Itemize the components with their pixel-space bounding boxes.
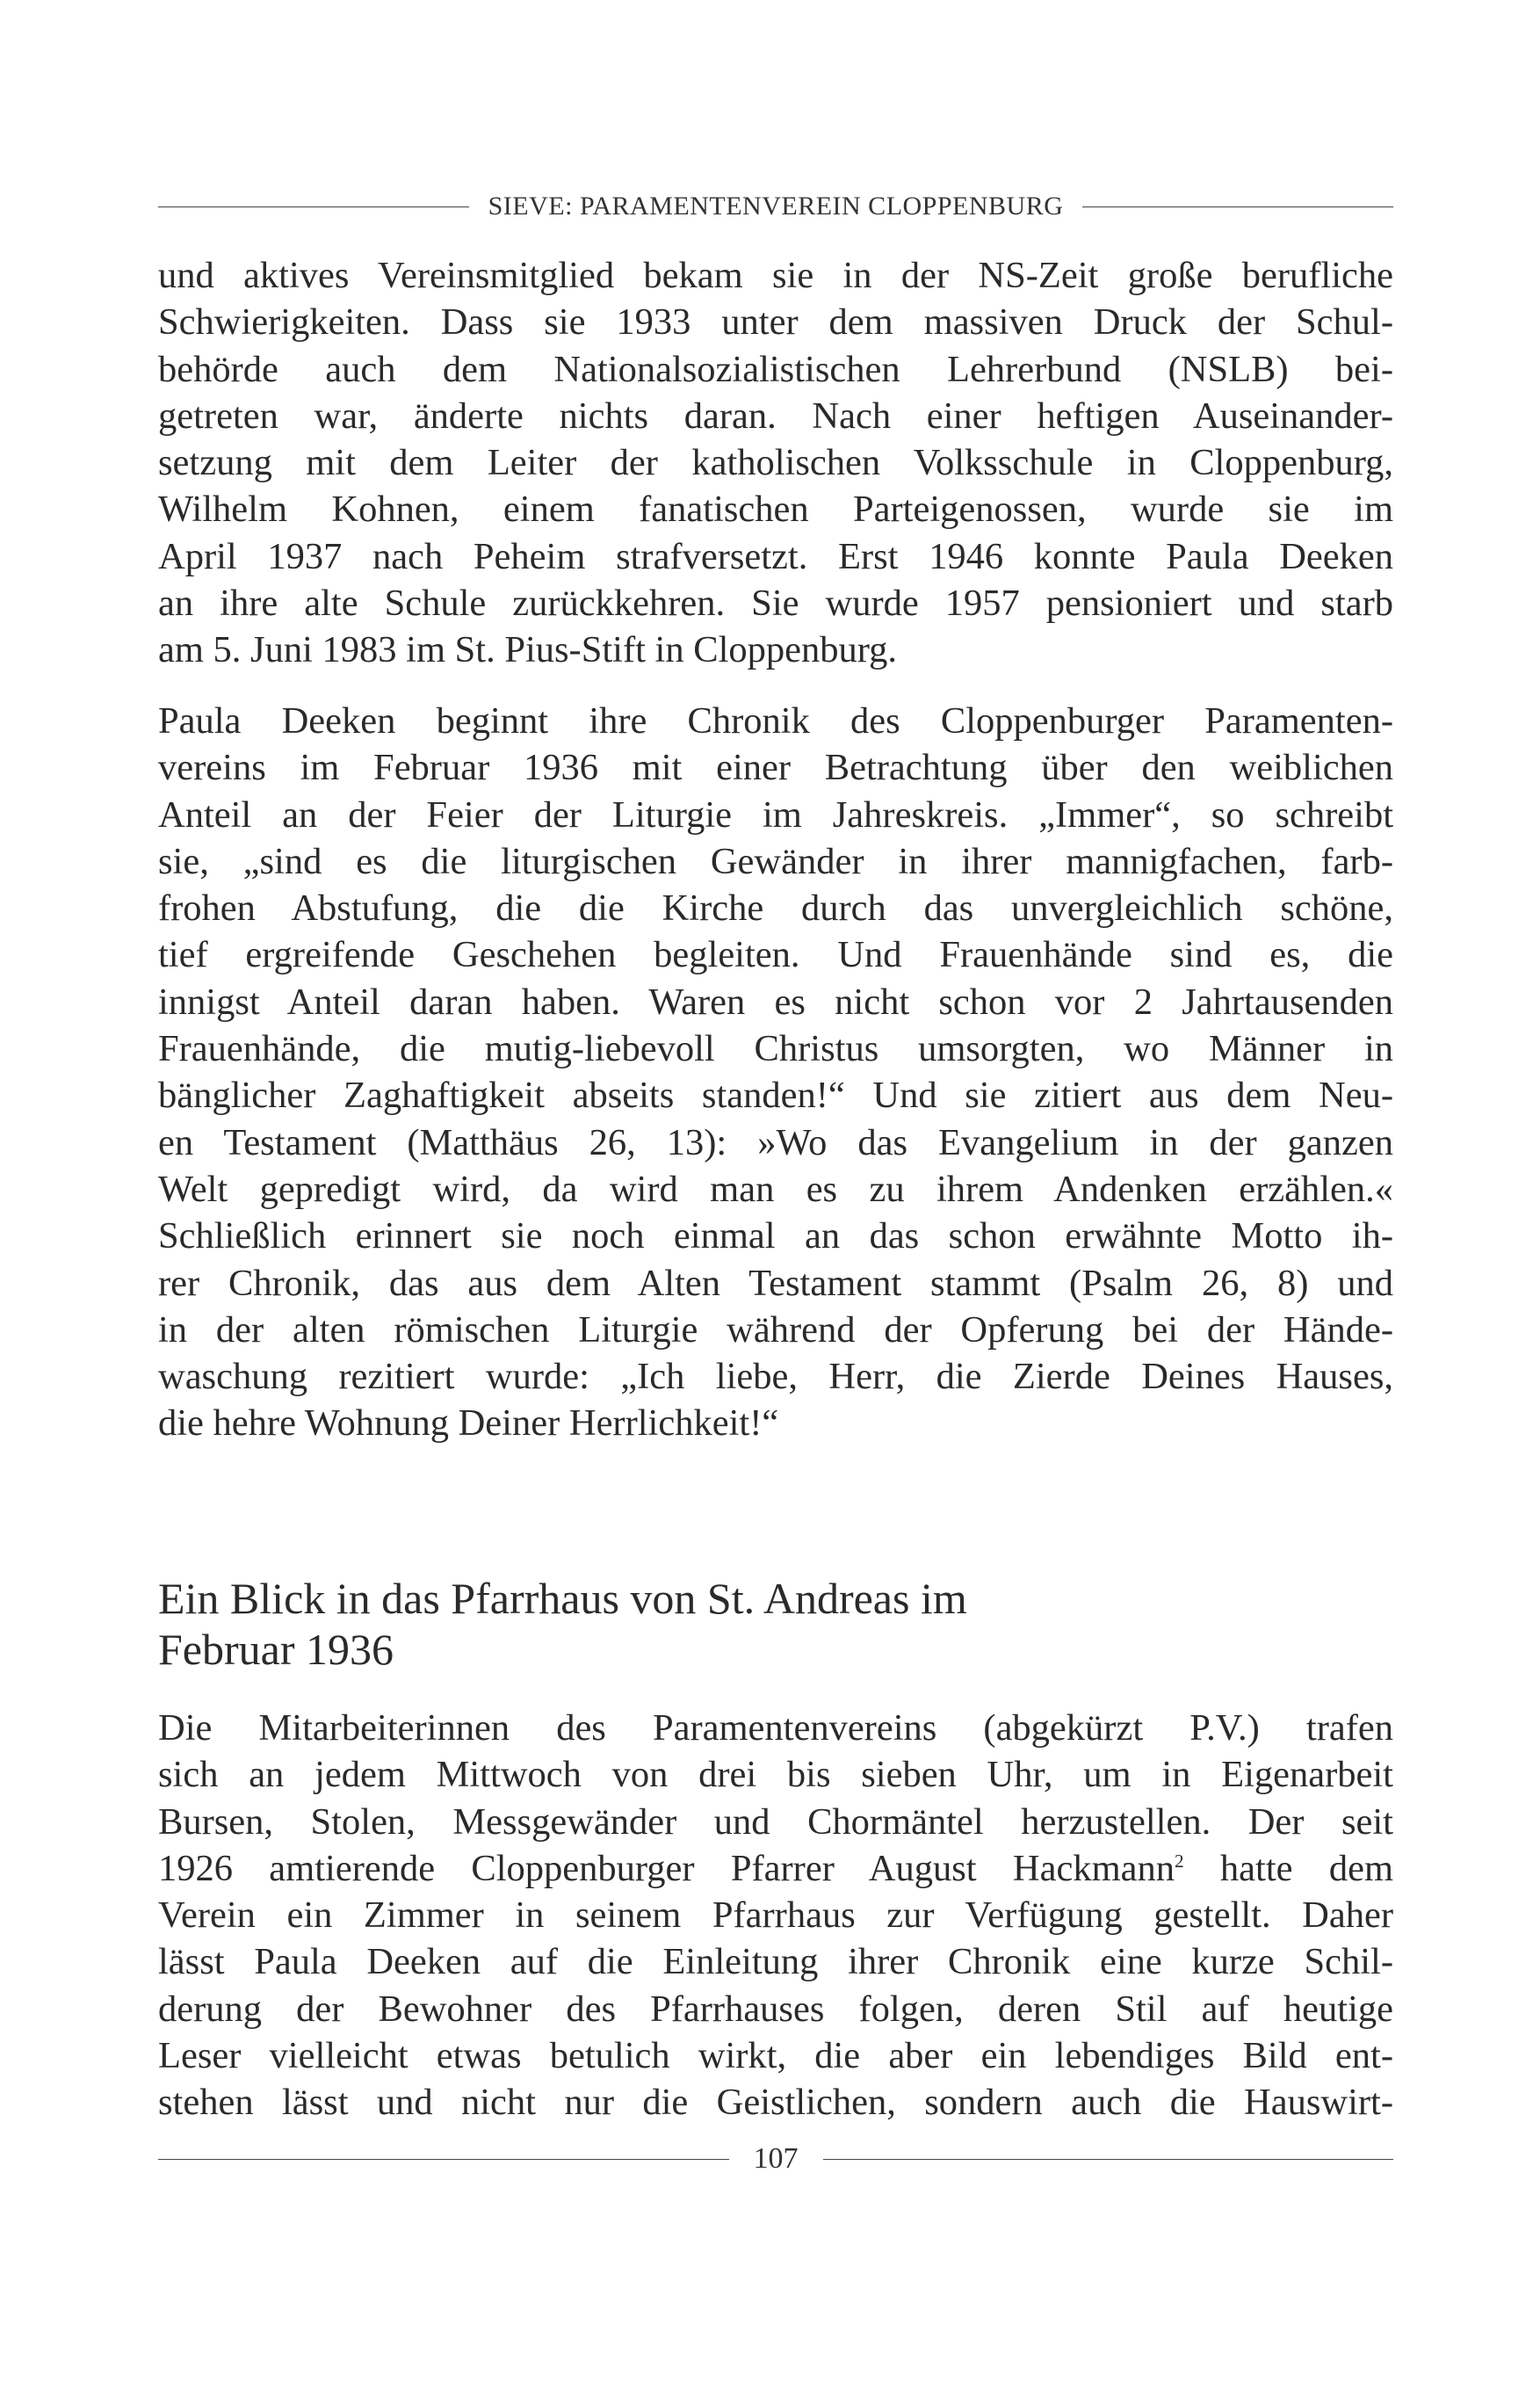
text-line: die hehre Wohnung Deiner Herrlichkeit!“ [158,1402,779,1445]
text-segment: 1926 amtierende Cloppenburger Pfarrer August Hackmann [158,1847,1175,1889]
text-line: Schwierigkeiten. Dass sie 1933 unter dem massiven Druck der Schul- [158,301,1393,344]
text-line: in der alten römischen Liturgie während der Opferung bei der Hände- [158,1308,1393,1351]
heading-line: Ein Blick in das Pfarrhaus von St. Andreas im [158,1574,967,1623]
footnote-reference: 2 [1175,1850,1184,1872]
footer-rule-left [158,2159,729,2160]
text-line: April 1937 nach Peheim strafversetzt. Erst 1946 konnte Paula Deeken [158,535,1393,577]
text-line: und aktives Vereinsmitglied bekam sie in der NS-Zeit große berufliche [158,255,1393,296]
text-line: Anteil an der Feier der Liturgie im Jahreskreis. „Immer“, so schreibt [158,793,1393,836]
text-line: en Testament (Matthäus 26, 13): »Wo das Evangelium in der ganzen [158,1121,1393,1163]
text-line-with-footnote [158,1845,1393,1892]
text-line: an ihre alte Schule zurückkehren. Sie wurde 1957 pensioniert und starb [158,583,1393,625]
text-line: vereins im Februar 1936 mit einer Betrachtung über den weiblichen [158,747,1393,789]
text-line: sich an jedem Mittwoch von drei bis sieben Uhr, um in Eigenarbeit [158,1754,1393,1796]
heading-line: Februar 1936 [158,1625,394,1674]
text-line: lässt Paula Deeken auf die Einleitung ihrer Chronik eine kurze Schil- [158,1941,1393,1983]
text-line: frohen Abstufung, die die Kirche durch das unvergleichlich schöne, [158,887,1393,930]
text-line: getreten war, änderte nichts daran. Nach einer heftigen Auseinander- [158,395,1393,437]
text-line: Verein ein Zimmer in seinem Pfarrhaus zur Verfügung gestellt. Daher [158,1894,1393,1937]
text-line: Frauenhände, die mutig-liebevoll Christus umsorgten, wo Männer in [158,1028,1393,1070]
text-line: rer Chronik, das aus dem Alten Testament stammt (Psalm 26, 8) und [158,1262,1393,1304]
text-line: Bursen, Stolen, Messgewänder und Chormäntel herzustellen. Der seit [158,1800,1393,1843]
text-line: Leser vielleicht etwas betulich wirkt, die aber ein lebendiges Bild ent- [158,2035,1393,2077]
running-title: SIEVE: PARAMENTENVEREIN CLOPPENBURG [488,192,1064,221]
page-number: 107 [753,2142,799,2175]
text-line: derung der Bewohner des Pfarrhauses folgen, deren Stil auf heutige [158,1988,1393,2030]
text-line: Schließlich erinnert sie noch einmal an das schon erwähnte Motto ih- [158,1215,1393,1257]
text-line: behörde auch dem Nationalsozialistischen Lehrerbund (NSLB) bei- [158,348,1393,390]
paragraph-pfarrhaus [158,1705,1393,2126]
text-line: innigst Anteil daran haben. Waren es nicht schon vor 2 Jahrtausenden [158,981,1393,1023]
text-line: Paula Deeken beginnt ihre Chronik des Cloppenburger Paramenten- [158,700,1393,742]
text-line: waschung rezitiert wurde: „Ich liebe, Herr, die Zierde Deines Hauses, [158,1356,1393,1398]
paragraph-biography [158,252,1393,674]
text-line: tief ergreifende Geschehen begleiten. Und Frauenhände sind es, die [158,934,1393,976]
text-line: am 5. Juni 1983 im St. Pius-Stift in Cloppenburg. [158,629,898,671]
header-rule-right [1082,206,1393,207]
paragraph-chronicle [158,698,1393,1447]
text-segment: hatte dem [1183,1847,1394,1889]
text-line: Welt gepredigt wird, da wird man es zu ihrem Andenken erzählen.« [158,1168,1393,1210]
page-footer [158,2137,1393,2181]
text-line: bänglicher Zaghaftigkeit abseits standen!“ Und sie zitiert aus dem Neu- [158,1075,1393,1117]
text-line: stehen lässt und nicht nur die Geistlichen, sondern auch die Hauswirt- [158,2082,1393,2124]
header-rule-left [158,206,469,207]
footer-rule-right [823,2159,1394,2160]
text-line: sie, „sind es die liturgischen Gewänder in ihrer mannigfachen, farb- [158,840,1393,882]
section-heading [158,1573,1393,1675]
text-line: Wilhelm Kohnen, einem fanatischen Parteigenossen, wurde sie im [158,489,1393,531]
text-line: Die Mitarbeiterinnen des Paramentenvereins (abgekürzt P.V.) trafen [158,1707,1393,1749]
running-header [158,185,1393,228]
text-line: setzung mit dem Leiter der katholischen Volksschule in Cloppenburg, [158,442,1393,484]
